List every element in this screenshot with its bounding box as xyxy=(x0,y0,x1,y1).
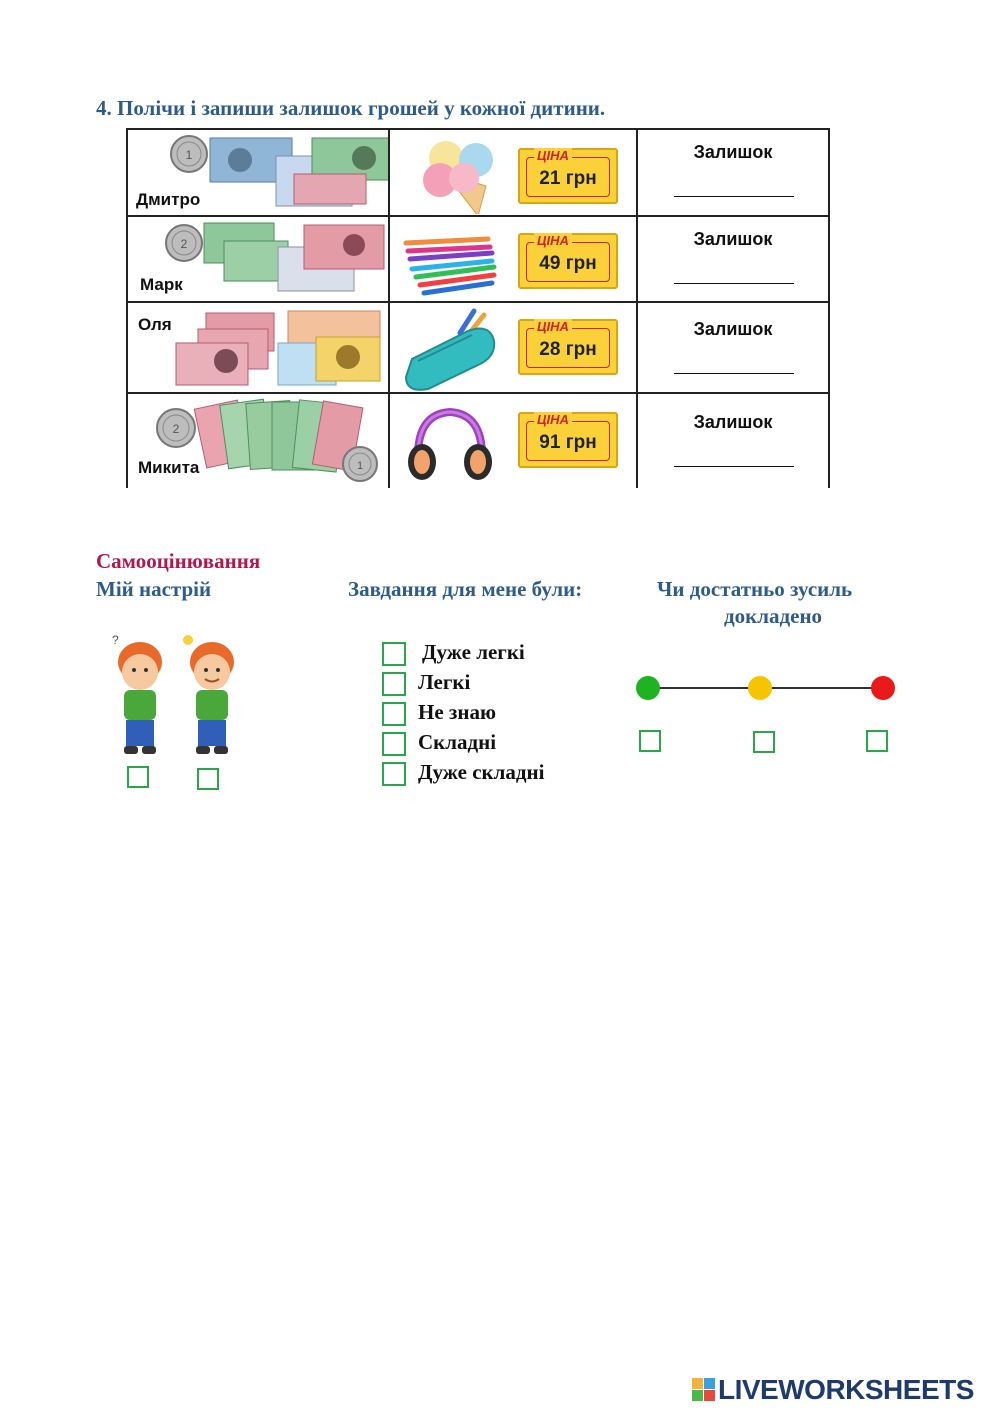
svg-text:2: 2 xyxy=(180,237,188,251)
price-value: 28 грн xyxy=(539,339,597,360)
item-cell xyxy=(389,216,637,302)
difficulty-checkbox[interactable] xyxy=(382,672,406,696)
table-row xyxy=(127,302,829,393)
difficulty-label: Легкі xyxy=(418,670,471,694)
table-row xyxy=(127,393,829,488)
table-row xyxy=(127,129,829,216)
liveworksheets-logo xyxy=(692,1374,974,1406)
price-tag xyxy=(518,233,618,289)
logo-blocks-icon xyxy=(692,1378,716,1402)
difficulty-label: Дуже легкі xyxy=(422,640,525,664)
thinking-boy-icon xyxy=(108,632,172,764)
child-name: Микита xyxy=(138,458,200,477)
item-cell xyxy=(389,393,637,488)
difficulty-checkbox[interactable] xyxy=(382,732,406,756)
task-title: 4. Полічи і запиши залишок грошей у кожної дитини. xyxy=(96,96,606,120)
rest-line xyxy=(674,283,794,284)
money-cell xyxy=(127,216,389,302)
rest-input-mykyta[interactable] xyxy=(674,442,796,468)
difficulty-label: Складні xyxy=(418,730,497,754)
effort-checkbox-green[interactable] xyxy=(639,730,661,752)
money-cell xyxy=(127,393,389,488)
svg-text:2: 2 xyxy=(172,422,180,436)
price-tag xyxy=(518,412,618,468)
effort-dot-green xyxy=(636,676,660,700)
rest-cell xyxy=(637,393,829,488)
rest-input-olia[interactable] xyxy=(674,349,796,375)
effort-checkbox-red[interactable] xyxy=(866,730,888,752)
effort-checkbox-yellow[interactable] xyxy=(753,731,775,753)
child-name: Марк xyxy=(140,275,183,294)
child-name: Оля xyxy=(138,315,172,334)
rest-input-dmytro[interactable] xyxy=(674,172,796,198)
mood-checkbox-happy[interactable] xyxy=(197,768,219,790)
effort-dot-red xyxy=(871,676,895,700)
rest-label: Залишок xyxy=(693,412,773,432)
effort-title-line2: докладено xyxy=(724,604,823,628)
money-cell xyxy=(127,129,389,216)
difficulty-checkbox[interactable] xyxy=(382,762,406,786)
price-label: ЦІНА xyxy=(534,319,572,334)
mood-title: Мій настрій xyxy=(96,577,212,601)
rest-label: Залишок xyxy=(693,229,773,249)
rest-cell xyxy=(637,129,829,216)
headphones-icon xyxy=(398,400,498,484)
price-value: 21 грн xyxy=(539,168,597,189)
rest-label: Залишок xyxy=(693,319,773,339)
rest-cell xyxy=(637,216,829,302)
difficulty-label: Дуже складні xyxy=(418,760,545,784)
price-label: ЦІНА xyxy=(534,412,572,427)
rest-label: Залишок xyxy=(693,142,773,162)
item-cell xyxy=(389,129,637,216)
ice-cream-icon xyxy=(398,134,510,214)
rest-line xyxy=(674,196,794,197)
idea-boy-icon xyxy=(180,632,244,764)
child-name: Дмитро xyxy=(136,190,201,209)
price-value: 91 грн xyxy=(539,432,597,453)
markers-icon xyxy=(398,223,498,299)
mood-checkbox-thinking[interactable] xyxy=(127,766,149,788)
effort-title: Чи достатньо зусиль xyxy=(657,577,853,601)
svg-text:?: ? xyxy=(112,633,119,647)
svg-text:1: 1 xyxy=(185,148,193,162)
difficulty-checkbox[interactable] xyxy=(382,702,406,726)
price-value: 49 грн xyxy=(539,253,597,274)
rest-line xyxy=(674,373,794,374)
rest-line xyxy=(674,466,794,467)
item-cell xyxy=(389,302,637,393)
effort-dot-yellow xyxy=(748,676,772,700)
difficulty-checkbox[interactable] xyxy=(382,642,406,666)
rest-cell xyxy=(637,302,829,393)
price-tag xyxy=(518,148,618,204)
logo-text: LIVEWORKSHEETS xyxy=(718,1374,974,1405)
table-row xyxy=(127,216,829,302)
self-assessment-title: Самооцінювання xyxy=(96,549,261,573)
price-tag xyxy=(518,319,618,375)
money-table xyxy=(126,128,830,488)
price-label: ЦІНА xyxy=(534,233,572,248)
tasks-title: Завдання для мене були: xyxy=(348,577,583,601)
pencil-case-icon xyxy=(398,305,502,391)
difficulty-label: Не знаю xyxy=(418,700,496,724)
money-cell xyxy=(127,302,389,393)
svg-text:1: 1 xyxy=(356,460,364,472)
price-label: ЦІНА xyxy=(534,148,572,163)
rest-input-mark[interactable] xyxy=(674,259,796,285)
